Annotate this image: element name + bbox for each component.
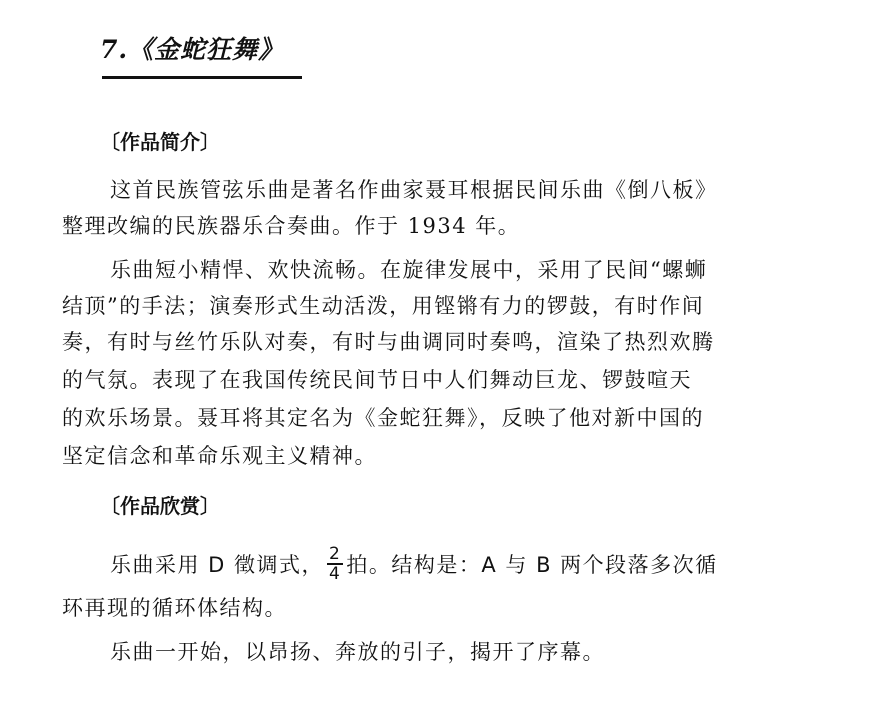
- appreciation-line-2: 环再现的循环体结构。: [62, 596, 287, 620]
- appreciation-heading: 〔作品欣赏〕: [100, 494, 220, 518]
- intro-line-2: 整理改编的民族器乐合奏曲。作于 1934 年。: [62, 214, 521, 238]
- meter-fraction: [327, 546, 343, 582]
- title-block: [100, 32, 284, 68]
- meter-denominator: 4: [329, 564, 342, 584]
- intro-line-8: 坚定信念和革命乐观主义精神。: [62, 444, 377, 468]
- intro-line-5: 奏，有时与丝竹乐队对奏，有时与曲调同时奏鸣，渲染了热烈欢腾: [62, 330, 715, 354]
- appreciation-line-1-end: 拍。结构是：A 与 B 两个段落多次循: [346, 553, 718, 577]
- meter-numerator: 2: [329, 544, 342, 564]
- intro-line-1: 这首民族管弦乐曲是著名作曲家聂耳根据民间乐曲《倒八板》: [110, 178, 718, 202]
- intro-line-6: 的气氛。表现了在我国传统民间节日中人们舞动巨龙、锣鼓喧天: [62, 368, 692, 392]
- appreciation-line-1: [110, 544, 718, 584]
- intro-line-3: 乐曲短小精悍、欢快流畅。在旋律发展中，采用了民间“螺蛳: [110, 258, 708, 282]
- intro-line-7: 的欢乐场景。聂耳将其定名为《金蛇狂舞》，反映了他对新中国的: [62, 406, 704, 430]
- appreciation-line-1-start: 乐曲采用 D 徵调式，: [110, 553, 325, 577]
- piece-title: 7.《金蛇狂舞》: [100, 35, 285, 64]
- appreciation-line-3: 乐曲一开始，以昂扬、奔放的引子，揭开了序幕。: [110, 640, 605, 664]
- title-underline: [102, 76, 302, 79]
- intro-heading: 〔作品简介〕: [100, 130, 220, 154]
- intro-line-4: 结顶”的手法；演奏形式生动活泼，用铿锵有力的锣鼓，有时作间: [62, 294, 705, 318]
